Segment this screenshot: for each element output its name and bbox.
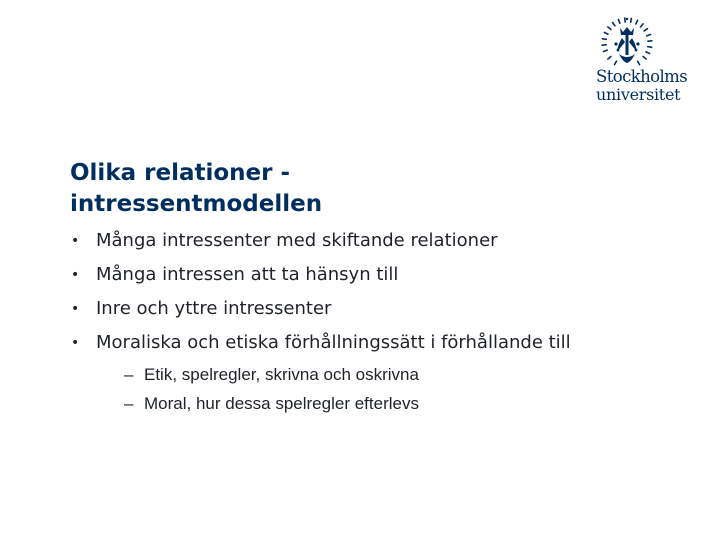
sub-bullet-text: Etik, spelregler, skrivna och oskrivna	[144, 365, 419, 384]
bullet-marker: •	[71, 267, 80, 283]
bullet-text: Många intressenter med skiftande relationer	[96, 230, 498, 251]
bullet-item	[70, 228, 650, 254]
bullet-marker: •	[71, 301, 80, 317]
bullet-list	[70, 228, 650, 424]
slide-title	[70, 158, 430, 220]
sub-bullet-item	[96, 360, 650, 389]
bullet-text: Moraliska och etiska förhållningssätt i förhållande till	[96, 332, 571, 353]
university-seal-icon	[598, 14, 656, 72]
bullet-item	[70, 296, 650, 322]
sub-bullet-text: Moral, hur dessa spelregler efterlevs	[144, 394, 419, 413]
slide-title-line-1: Olika relationer -	[70, 160, 291, 186]
slide-title-line-2: intressentmodellen	[70, 191, 323, 217]
bullet-marker: •	[71, 335, 80, 351]
bullet-item	[70, 330, 650, 418]
logo-wordmark	[596, 67, 688, 104]
bullet-marker: •	[71, 233, 80, 249]
sub-bullet-marker: –	[124, 394, 134, 413]
bullet-text: Inre och yttre intressenter	[96, 298, 332, 319]
bullet-item	[70, 262, 650, 288]
sub-bullet-item	[96, 389, 650, 418]
bullet-text: Många intressen att ta hänsyn till	[96, 264, 399, 285]
logo-line-1: Stockholms	[596, 67, 688, 86]
stockholm-university-logo	[596, 14, 688, 114]
logo-line-2: universitet	[596, 85, 681, 104]
sub-bullet-list	[96, 360, 650, 418]
sub-bullet-marker: –	[124, 365, 134, 384]
